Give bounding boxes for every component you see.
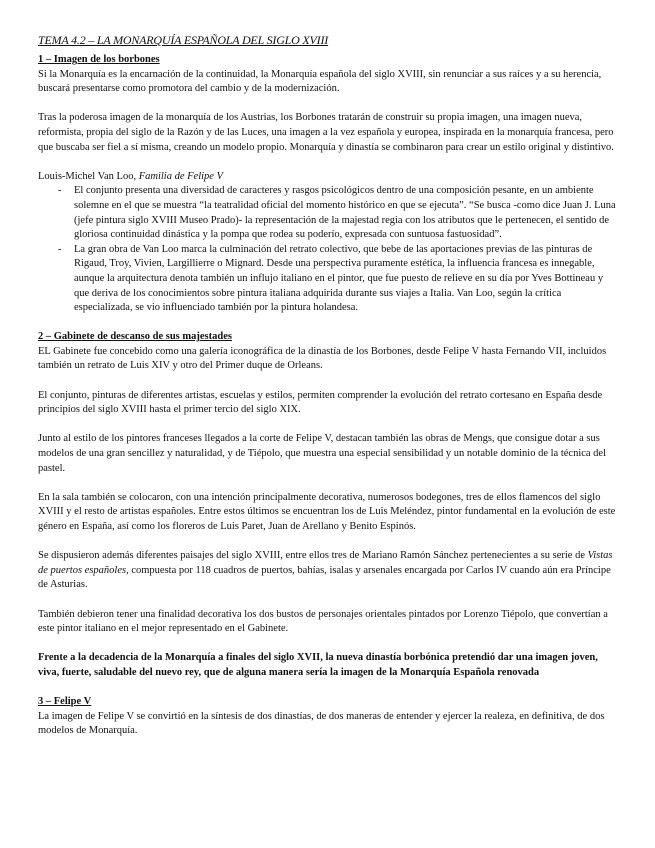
artwork-caption xyxy=(38,170,618,185)
list-item: - El conjunto presenta una diversidad de caracteres y rasgos psicológicos dentro de una composición pesante, en un ambiente solemne en el que se muestra “la teatralidad oficial del momento histórico en que se ejecuta”. “Se busca -como dice Juan J. Luna (jefe pintura siglo XVIII Museo Prado)- la representación de la majestad regia con los atributos que le pertenecen, el sentido de gloriosa continuidad dinástica y la pompa que rodea su poderío, expresada con suntuosa fastuosidad”. xyxy=(58,185,616,241)
paragraph: El conjunto, pinturas de diferentes artistas, escuelas y estilos, permiten comprender la evolución del retrato cortesano en España desde principios del siglo XVIII hasta el primer tercio del siglo XIX. xyxy=(38,389,603,416)
paragraph: La imagen de Felipe V se convirtió en la síntesis de dos dinastías, de dos maneras de entender y ejercer la realeza, en definitiva, de dos modelos de Monarquía. xyxy=(38,710,605,737)
document-body xyxy=(38,53,618,739)
bold-statement: Frente a la decadencia de la Monarquía a finales del siglo XVII, la nueva dinastía borbónica pretendió dar una imagen joven, viva, fuerte, saludable del nuevo rey, que de alguna manera sería la imagen de la Monarquía Española renovada xyxy=(38,652,598,678)
document-title: TEMA 4.2 – LA MONARQUÍA ESPAÑOLA DEL SIGLO XVIII xyxy=(38,33,329,47)
bullet-list xyxy=(38,184,618,315)
series-title: Vistas de puertos españoles, xyxy=(38,550,613,576)
paragraph: Si la Monarquía es la encarnación de la continuidad, la Monarquía española del siglo XVIII, sin renunciar a sus raíces y a su herencia, buscará presentarse como promotora del cambio y de la modernización. xyxy=(38,68,602,95)
paragraph: En la sala también se colocaron, con una intención principalmente decorativa, numerosos bodegones, tres de ellos flamencos del siglo XVIII y el resto de artistas españoles. Entre estos últimos se encuentran los de Luis Meléndez, pintor fundamental en la evolución de este género en España, así como los floreros de Luis Paret, Juan de Arellano y Benito Espinós. xyxy=(38,491,616,532)
list-item: - La gran obra de Van Loo marca la culminación del retrato colectivo, que bebe de las aportaciones previas de las pinturas de Rigaud, Troy, Vivien, Largillierre o Mignard. Desde una perspectiva puramente estética, la influencia francesa es innegable, aunque la arquitectura denota también un influjo italiano en el pintor, que fue puesto de relieve en su día por Yves Bottineau y que deriva de los conocimientos sobre pintura italiana adquirida durante sus viajes a Italia. Van Loo, según la crítica especializada, se vio influenciado también por la pintura holandesa. xyxy=(58,243,604,314)
section-3-heading: 3 – Felipe V xyxy=(38,696,92,708)
artwork-title: Familia de Felipe V xyxy=(138,170,223,182)
paragraph: Tras la poderosa imagen de la monarquía de los Austrias, los Borbones tratarán de construir su propia imagen, una imagen nueva, reformista, propia del siglo de la Razón y de las Luces, una imagen a la vez española y europea, inspirada en la monarquía francesa, pero que buscaba ser fiel a sí misma, creando un modelo propio. Monarquía y dinastía se combinaron para crear un estilo original y distintivo. xyxy=(38,112,614,153)
paragraph: Junto al estilo de los pintores franceses llegados a la corte de Felipe V, destacan también las obras de Mengs, que consigue dotar a sus modelos de una gran sencillez y naturalidad, y de Tiépolo, que muestra una especial sensibilidad y un notable dominio de la técnica del pastel. xyxy=(38,433,607,474)
paragraph-vistas: Se dispusieron además diferentes paisajes del siglo XVIII, entre ellos tres de Mariano Ramón Sánchez pertenecientes a su serie de Vistas de puertos españoles, compuesta por 118 cuadros de puertos, bahías, isalas y arsenales encargada por Carlos IV cuando aún era Príncipe de Asturias. xyxy=(38,550,613,591)
artwork-author: Louis-Michel Van Loo, xyxy=(38,170,137,182)
section-2-heading: 2 – Gabinete de descanso de sus majestades xyxy=(38,331,232,343)
paragraph: EL Gabinete fue concebido como una galería iconográfica de la dinastía de los Borbones, desde Felipe V hasta Fernando VII, incluidos también un retrato de Luis XIV y otro del Primer duque de Orleans. xyxy=(38,345,607,372)
section-1-heading: 1 – Imagen de los borbones xyxy=(38,54,160,65)
paragraph: También debieron tener una finalidad decorativa los dos bustos de personajes orientales pintados por Lorenzo Tiépolo, que convertían a este pintor italiano en el mejor representado en el Gabinete. xyxy=(38,608,608,635)
